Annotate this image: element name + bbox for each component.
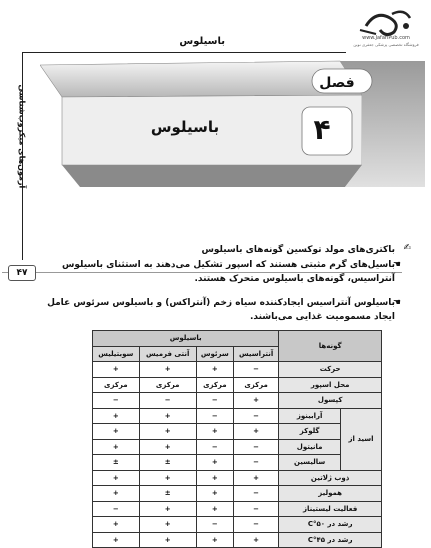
value-cell: + xyxy=(93,486,140,502)
value-cell: − xyxy=(233,517,278,533)
trait-cell: رشد در ۴۵°C xyxy=(279,532,382,548)
value-cell: − xyxy=(139,393,196,409)
sugar-cell: مانیتول xyxy=(279,439,341,455)
bullet-marker: ✍ xyxy=(403,243,411,253)
value-cell: + xyxy=(139,362,196,378)
table-row xyxy=(93,532,382,548)
value-cell: − xyxy=(233,486,278,502)
running-head: باسیلوس xyxy=(179,36,225,47)
value-cell: ± xyxy=(139,455,196,471)
sugar-cell: آرابینوز xyxy=(279,408,341,424)
value-cell: + xyxy=(93,424,140,440)
value-cell: ± xyxy=(139,486,196,502)
species-header: آنتی فرمیس xyxy=(139,346,196,362)
trait-cell: محل اسپور xyxy=(279,377,382,393)
table-row xyxy=(93,501,382,517)
value-cell: + xyxy=(93,362,140,378)
trait-cell: ذوب ژلاتین xyxy=(279,470,382,486)
logo-subtitle: فروشگاه تخصصی پزشکی جعفری نوین xyxy=(353,42,419,47)
value-cell: − xyxy=(196,408,233,424)
side-label: آزمون‌های میکروب‌شناسی xyxy=(17,84,27,189)
value-cell: + xyxy=(196,532,233,548)
species-table xyxy=(92,330,382,548)
sugar-cell: سالیسین xyxy=(279,455,341,471)
table-row xyxy=(93,517,382,533)
value-cell: + xyxy=(196,424,233,440)
value-cell: + xyxy=(139,532,196,548)
page-number: ۴۷ xyxy=(8,265,36,281)
value-cell: + xyxy=(139,424,196,440)
acid-group-cell: اسید از xyxy=(341,408,382,470)
value-cell: − xyxy=(196,439,233,455)
value-cell: + xyxy=(93,439,140,455)
bullet-heading: باکتری‌های مولد توکسین گونه‌های باسیلوس xyxy=(201,245,395,255)
table-row xyxy=(93,377,382,393)
value-cell: + xyxy=(93,408,140,424)
trait-cell: فعالیت لیستیناز xyxy=(279,501,382,517)
value-cell: − xyxy=(233,439,278,455)
sugar-cell: گلوکز xyxy=(279,424,341,440)
value-cell: − xyxy=(233,455,278,471)
species-header: آنتراسیس xyxy=(233,346,278,362)
header-rule xyxy=(22,52,346,53)
table-row xyxy=(93,393,382,409)
table-row xyxy=(93,470,382,486)
value-cell: ± xyxy=(93,455,140,471)
group-header: باسیلوس xyxy=(93,331,279,347)
value-cell: − xyxy=(93,501,140,517)
value-cell: مرکزی xyxy=(139,377,196,393)
value-cell: + xyxy=(139,470,196,486)
value-cell: + xyxy=(233,424,278,440)
value-cell: + xyxy=(233,532,278,548)
trait-cell: کپسول xyxy=(279,393,382,409)
chapter-number: ۴ xyxy=(313,113,331,146)
value-cell: مرکزی xyxy=(233,377,278,393)
value-cell: + xyxy=(196,470,233,486)
bullet-item: باسیلوس آنتراسیس ایجادکننده سیاه زخم (آنتراکس) و باسیلوس سرئوس عامل ایجاد مسمومیت غذایی می‌باشند. xyxy=(47,298,395,322)
value-cell: + xyxy=(93,532,140,548)
chapter-title: باسیلوس xyxy=(150,118,220,136)
trait-header: گونه‌ها xyxy=(279,331,382,362)
value-cell: + xyxy=(196,455,233,471)
value-cell: − xyxy=(233,408,278,424)
value-cell: + xyxy=(93,470,140,486)
chapter-label: فصل xyxy=(319,75,355,91)
trait-cell: رشد در ۵۰°C xyxy=(279,517,382,533)
trait-cell: همولیز xyxy=(279,486,382,502)
value-cell: + xyxy=(93,517,140,533)
value-cell: + xyxy=(233,470,278,486)
value-cell: + xyxy=(139,501,196,517)
bullet-marker: ☚ xyxy=(392,298,401,308)
table-row xyxy=(93,486,382,502)
value-cell: − xyxy=(196,517,233,533)
value-cell: + xyxy=(196,486,233,502)
value-cell: + xyxy=(196,501,233,517)
value-cell: + xyxy=(196,362,233,378)
table-row xyxy=(93,455,382,471)
logo-url: www.JafariPub.com xyxy=(362,35,410,41)
species-header: سرئوس xyxy=(196,346,233,362)
value-cell: − xyxy=(196,393,233,409)
table-row xyxy=(93,362,382,378)
bullet-marker: ☚ xyxy=(392,260,401,270)
value-cell: − xyxy=(233,501,278,517)
value-cell: + xyxy=(139,517,196,533)
table-row xyxy=(93,439,382,455)
trait-cell: حرکت xyxy=(279,362,382,378)
value-cell: + xyxy=(139,439,196,455)
value-cell: − xyxy=(93,393,140,409)
value-cell: + xyxy=(233,393,278,409)
table-row xyxy=(93,424,382,440)
value-cell: − xyxy=(233,362,278,378)
value-cell: مرکزی xyxy=(93,377,140,393)
value-cell: مرکزی xyxy=(196,377,233,393)
bullet-item: باسیل‌های گرم مثبتی هستند که اسپور تشکیل می‌دهند به استثنای باسیلوس آنتراسیس، گونه‌های باسیلوس متحرک هستند. xyxy=(61,260,395,284)
value-cell: + xyxy=(139,408,196,424)
species-header: سوبتیلیس xyxy=(93,346,140,362)
table-row xyxy=(93,408,382,424)
